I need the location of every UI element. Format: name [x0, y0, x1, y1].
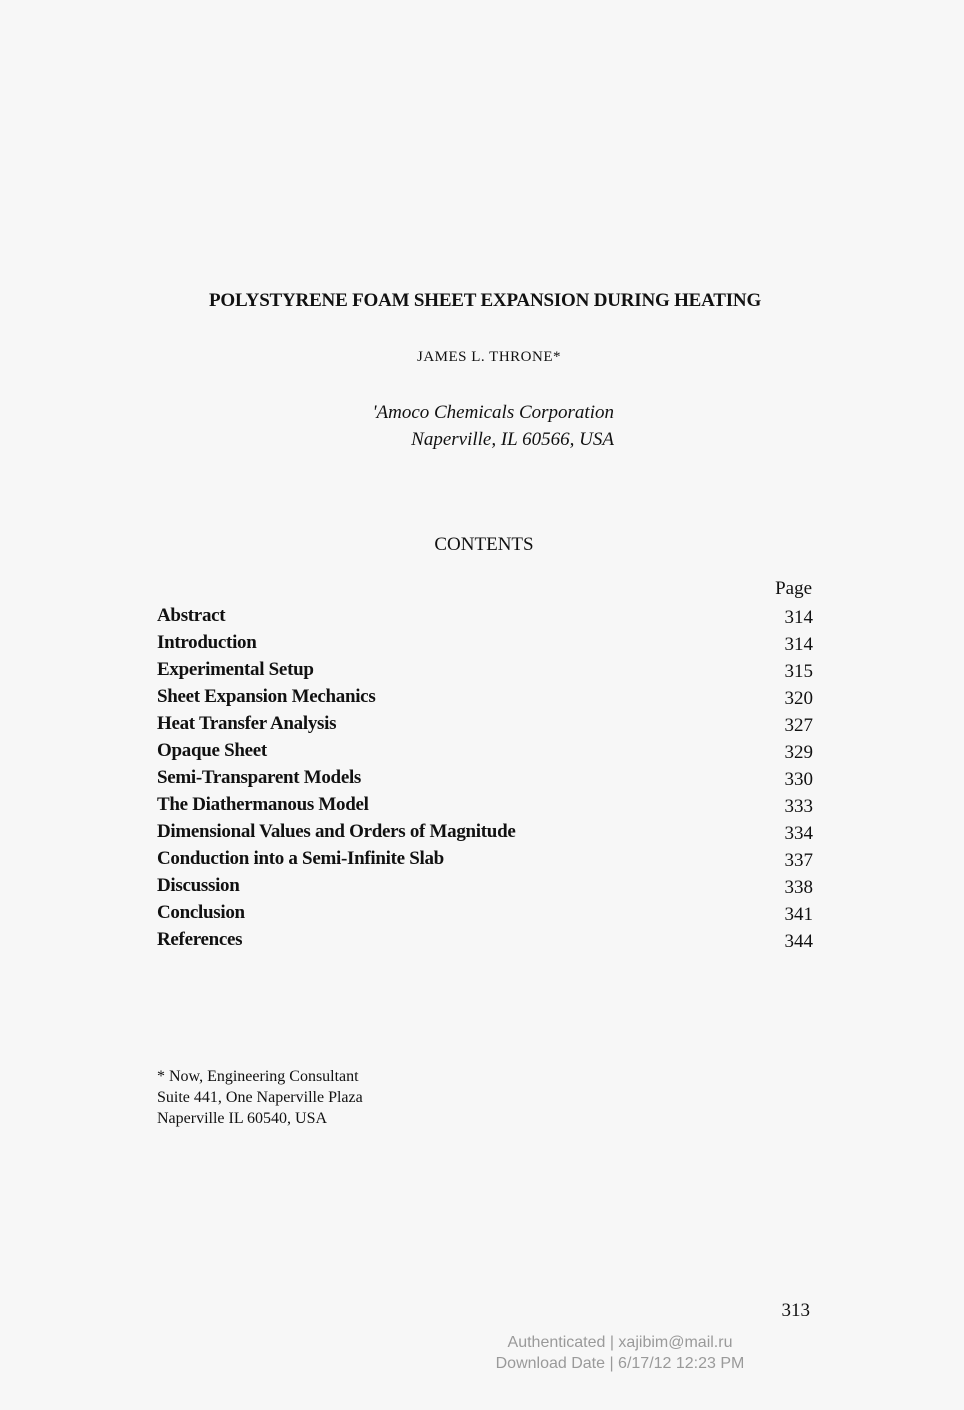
toc-entry-title: Discussion — [157, 875, 240, 896]
toc-entry — [157, 926, 813, 953]
toc-entry-title: Conduction into a Semi-Infinite Slab — [157, 848, 444, 869]
toc-entry-title: Heat Transfer Analysis — [157, 713, 337, 734]
download-watermark — [470, 1332, 770, 1374]
toc-entry-page: 344 — [784, 931, 813, 952]
watermark-line-1: Authenticated | xajibim@mail.ru — [507, 1334, 733, 1351]
toc-entry-title: References — [157, 929, 243, 950]
toc-entry-title: The Diathermanous Model — [157, 794, 369, 815]
footnote-line-2: Suite 441, One Naperville Plaza — [157, 1089, 363, 1106]
contents-heading: CONTENTS — [434, 534, 534, 555]
toc-entry-page: 338 — [784, 877, 813, 898]
toc-entry-title: Opaque Sheet — [157, 740, 267, 761]
author-name: JAMES L. THRONE* — [417, 349, 561, 365]
page-number: 313 — [781, 1300, 810, 1321]
toc-entry-page: 334 — [784, 823, 813, 844]
toc-entry-page: 327 — [784, 715, 813, 736]
toc-entry-page: 337 — [784, 850, 813, 871]
author-footnote — [157, 1066, 363, 1129]
toc-entry-title: Introduction — [157, 632, 257, 653]
toc-entry — [157, 683, 813, 710]
footnote-line-1: * Now, Engineering Consultant — [157, 1068, 359, 1085]
toc-entry-page: 341 — [784, 904, 813, 925]
footnote-line-3: Naperville IL 60540, USA — [157, 1110, 328, 1127]
toc-entry-page: 330 — [784, 769, 813, 790]
toc-entry-title: Sheet Expansion Mechanics — [157, 686, 376, 707]
toc-entry — [157, 656, 813, 683]
toc-entry-page: 333 — [784, 796, 813, 817]
toc-entry-title: Semi-Transparent Models — [157, 767, 362, 788]
toc-entry — [157, 737, 813, 764]
affiliation-line-2: Naperville, IL 60566, USA — [411, 429, 614, 450]
toc-entry — [157, 764, 813, 791]
toc-entry — [157, 791, 813, 818]
toc-entry — [157, 872, 813, 899]
toc-entry — [157, 818, 813, 845]
affiliation — [350, 399, 614, 453]
watermark-line-2: Download Date | 6/17/12 12:23 PM — [495, 1355, 745, 1372]
toc-entry-page: 329 — [784, 742, 813, 763]
toc-entry-page: 315 — [784, 661, 813, 682]
toc-entry-title: Dimensional Values and Orders of Magnitude — [157, 821, 516, 842]
toc-entry-page: 320 — [784, 688, 813, 709]
toc-entry-title: Abstract — [157, 605, 226, 626]
toc-entry — [157, 602, 813, 629]
toc-entry-page: 314 — [784, 607, 813, 628]
paper-title: POLYSTYRENE FOAM SHEET EXPANSION DURING HEATING — [208, 290, 762, 311]
toc-entry — [157, 899, 813, 926]
toc-entry-title: Experimental Setup — [157, 659, 314, 680]
toc-entry-page: 314 — [784, 634, 813, 655]
toc-entry — [157, 629, 813, 656]
toc-entry-title: Conclusion — [157, 902, 245, 923]
table-of-contents — [157, 602, 813, 953]
page-column-label: Page — [775, 578, 812, 599]
affiliation-line-1: 'Amoco Chemicals Corporation — [372, 402, 614, 423]
toc-entry — [157, 710, 813, 737]
toc-entry — [157, 845, 813, 872]
